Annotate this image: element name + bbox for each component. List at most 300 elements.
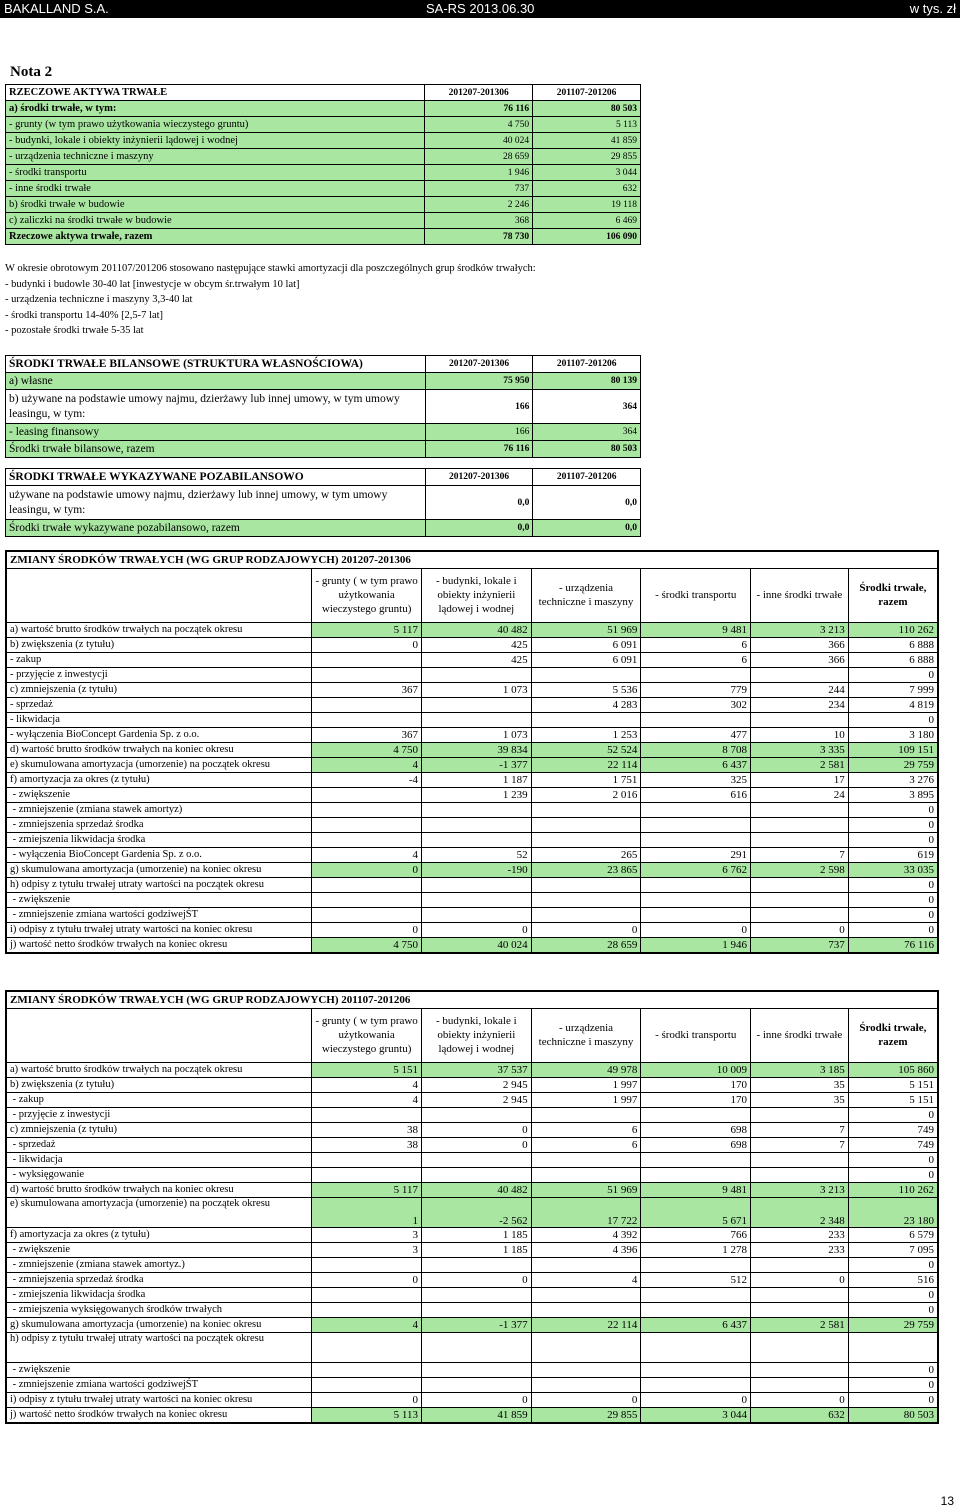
row-value: 17 722	[531, 1197, 641, 1227]
row-label: c) zaliczki na środki trwałe w budowie	[6, 213, 425, 229]
row-value: 35	[751, 1077, 849, 1092]
row-value: 1 997	[531, 1092, 641, 1107]
row-value: 749	[848, 1137, 938, 1152]
off-balance-assets-table	[5, 468, 641, 537]
row-value	[422, 1362, 532, 1377]
row-value: 40 024	[422, 937, 532, 953]
row-value: 2 348	[751, 1197, 849, 1227]
row-value: 4	[312, 847, 422, 862]
table-header-row	[6, 356, 641, 373]
row-value: 0	[312, 1272, 422, 1287]
row-label	[6, 486, 426, 520]
row-value	[641, 1287, 751, 1302]
row-label: - zakup	[6, 652, 312, 667]
row-value: 0	[312, 862, 422, 877]
row-value	[422, 1152, 532, 1167]
row-value: 6 762	[641, 862, 751, 877]
row-value: 234	[751, 697, 849, 712]
row-value	[751, 817, 849, 832]
row-value: 6	[531, 1122, 641, 1137]
row-value: 1 187	[422, 772, 532, 787]
row-value: 17	[751, 772, 849, 787]
row-value: 1 278	[641, 1242, 751, 1257]
row-value: 76 116	[425, 101, 533, 117]
table-row	[6, 817, 938, 832]
row-label: c) zmniejszenia (z tytułu)	[6, 1122, 312, 1137]
row-value: 28 659	[531, 937, 641, 953]
row-value	[531, 1167, 641, 1182]
row-value: 0	[848, 832, 938, 847]
row-value: 7 095	[848, 1242, 938, 1257]
row-label: j) wartość netto środków trwałych na koniec okresu	[6, 1407, 312, 1423]
row-value: 6 888	[848, 652, 938, 667]
row-label: - zmiejszenia likwidacja środka	[6, 832, 312, 847]
row-value: 0	[848, 1107, 938, 1122]
row-value: 0	[531, 922, 641, 937]
row-value	[531, 907, 641, 922]
row-value	[422, 1377, 532, 1392]
table-row	[6, 1377, 938, 1392]
row-value	[312, 652, 422, 667]
row-label: - urządzenia techniczne i maszyny	[6, 149, 425, 165]
row-label: e) skumulowana amortyzacja (umorzenie) na początek okresu	[6, 757, 312, 772]
column-header: 201107-201206	[533, 469, 641, 486]
row-value	[751, 667, 849, 682]
row-value: 0	[848, 802, 938, 817]
row-value: 698	[641, 1137, 751, 1152]
row-value: 6	[531, 1137, 641, 1152]
row-value: 33 035	[848, 862, 938, 877]
row-value	[751, 712, 849, 727]
row-value: 76 116	[425, 441, 533, 458]
row-value: 7	[751, 1137, 849, 1152]
row-label: - przyjęcie z inwestycji	[6, 1107, 312, 1122]
column-header: - urządzenia techniczne i maszyny	[531, 1008, 641, 1062]
row-value: 52	[422, 847, 532, 862]
row-value: 4 819	[848, 697, 938, 712]
column-header: Środki trwałe, razem	[848, 1008, 938, 1062]
row-label-line: leasingu, w tym:	[9, 407, 86, 420]
row-value: 3 335	[751, 742, 849, 757]
table-row	[6, 1407, 938, 1423]
table-row	[6, 165, 641, 181]
row-value: 367	[312, 727, 422, 742]
row-value: -2 562	[422, 1197, 532, 1227]
row-label: - zwiększenie	[6, 892, 312, 907]
row-label: - zmniejszenia sprzedaż środka	[6, 817, 312, 832]
row-value: 110 262	[848, 622, 938, 637]
row-value: 737	[425, 181, 533, 197]
row-label: - wyłączenia BioConcept Gardenia Sp. z o.o.	[6, 847, 312, 862]
row-label: - zmniejszenie zmiana wartości godziwejŚT	[6, 907, 312, 922]
table-row	[6, 229, 641, 245]
table-row	[6, 1362, 938, 1377]
row-value	[422, 1107, 532, 1122]
column-header: - inne środki trwałe	[751, 1008, 849, 1062]
table-title: ŚRODKI TRWAŁE WYKAZYWANE POZABILANSOWO	[6, 469, 426, 486]
row-value: 0	[848, 907, 938, 922]
row-value: 29 759	[848, 1317, 938, 1332]
row-label: g) skumulowana amortyzacja (umorzenie) na koniec okresu	[6, 862, 312, 877]
row-value: 3 044	[641, 1407, 751, 1423]
row-value: 4 750	[425, 117, 533, 133]
row-value: 0,0	[533, 486, 641, 520]
table-row	[6, 772, 938, 787]
row-value: 29 855	[533, 149, 641, 165]
row-value: 749	[848, 1122, 938, 1137]
table-row	[6, 637, 938, 652]
row-value: 0	[751, 1272, 849, 1287]
row-label-line: b) używane na podstawie umowy najmu, dzierżawy lub innej umowy, w tym umowy	[9, 392, 400, 405]
row-value: 6	[641, 637, 751, 652]
table-row	[6, 1122, 938, 1137]
changes-table-2012-2013	[5, 550, 939, 954]
page-number: 13	[940, 1494, 954, 1508]
row-value	[312, 802, 422, 817]
row-label: a) własne	[6, 373, 426, 390]
row-value: 291	[641, 847, 751, 862]
row-value: 3	[312, 1242, 422, 1257]
row-value: 1 185	[422, 1227, 532, 1242]
row-value: 516	[848, 1272, 938, 1287]
row-value: 302	[641, 697, 751, 712]
row-label: - grunty (w tym prawo użytkowania wieczystego gruntu)	[6, 117, 425, 133]
row-value: 367	[312, 682, 422, 697]
row-label: f) amortyzacja za okres (z tytułu)	[6, 1227, 312, 1242]
table-row	[6, 892, 938, 907]
row-value	[641, 667, 751, 682]
row-value: 619	[848, 847, 938, 862]
row-value: 4	[312, 1317, 422, 1332]
row-value	[312, 1152, 422, 1167]
row-value	[531, 892, 641, 907]
table-row	[6, 697, 938, 712]
table-row	[6, 667, 938, 682]
table-row	[6, 424, 641, 441]
row-label: - budynki, lokale i obiekty inżynierii lądowej i wodnej	[6, 133, 425, 149]
row-value: 0	[848, 1302, 938, 1317]
row-label: - inne środki trwałe	[6, 181, 425, 197]
empty-header-cell	[6, 568, 312, 622]
row-value: 40 482	[422, 622, 532, 637]
row-label: i) odpisy z tytułu trwałej utraty wartości na koniec okresu	[6, 1392, 312, 1407]
row-value	[751, 1362, 849, 1377]
row-label: Środki trwałe bilansowe, razem	[6, 441, 426, 458]
row-value: 325	[641, 772, 751, 787]
row-label: - wyksięgowanie	[6, 1167, 312, 1182]
table-row	[6, 101, 641, 117]
row-value: 39 834	[422, 742, 532, 757]
row-value	[422, 697, 532, 712]
table-row	[6, 213, 641, 229]
table-row	[6, 1137, 938, 1152]
row-value: 23 865	[531, 862, 641, 877]
row-value	[641, 907, 751, 922]
note-line: - środki transportu 14-40% [2,5-7 lat]	[5, 309, 164, 321]
row-value	[422, 712, 532, 727]
column-header: - środki transportu	[641, 568, 751, 622]
row-value	[531, 817, 641, 832]
table-title-row	[6, 991, 938, 1008]
row-value: 0	[751, 1392, 849, 1407]
table-row	[6, 486, 641, 520]
row-value: 0	[848, 1167, 938, 1182]
row-value: 368	[425, 213, 533, 229]
row-value	[751, 1152, 849, 1167]
row-value	[751, 877, 849, 892]
table-row	[6, 373, 641, 390]
row-value: 3 276	[848, 772, 938, 787]
row-value: 4 750	[312, 937, 422, 953]
row-value	[751, 1332, 849, 1362]
row-value	[751, 1167, 849, 1182]
table-row	[6, 1077, 938, 1092]
row-value: 6 579	[848, 1227, 938, 1242]
row-value	[312, 892, 422, 907]
row-value: 35	[751, 1092, 849, 1107]
row-value	[641, 1362, 751, 1377]
row-value: 51 969	[531, 1182, 641, 1197]
row-value	[312, 907, 422, 922]
row-label: d) wartość brutto środków trwałych na koniec okresu	[6, 742, 312, 757]
row-value: 0	[422, 922, 532, 937]
note-line: - pozostałe środki trwałe 5-35 lat	[5, 325, 144, 336]
row-value: 80 503	[533, 101, 641, 117]
row-value: 110 262	[848, 1182, 938, 1197]
row-value	[641, 817, 751, 832]
row-value	[312, 712, 422, 727]
row-value	[312, 832, 422, 847]
row-value: -190	[422, 862, 532, 877]
table-header-row	[6, 1008, 938, 1062]
row-value: 5 671	[641, 1197, 751, 1227]
table-row	[6, 1092, 938, 1107]
row-value	[751, 802, 849, 817]
row-value: 737	[751, 937, 849, 953]
row-value	[422, 1167, 532, 1182]
row-value	[422, 817, 532, 832]
row-value	[641, 832, 751, 847]
row-value: 0	[848, 877, 938, 892]
row-value: 0	[848, 1257, 938, 1272]
row-value	[312, 1332, 422, 1362]
row-value: 0	[422, 1122, 532, 1137]
row-label: b) zwiększenia (z tytułu)	[6, 1077, 312, 1092]
row-value: 6 437	[641, 1317, 751, 1332]
table-row	[6, 652, 938, 667]
table-row	[6, 757, 938, 772]
row-value: 0	[848, 1152, 938, 1167]
row-value: 9 481	[641, 622, 751, 637]
row-value: 49 978	[531, 1062, 641, 1077]
row-value	[312, 1167, 422, 1182]
table-row	[6, 1272, 938, 1287]
table-row	[6, 832, 938, 847]
row-value	[531, 1152, 641, 1167]
row-value: 28 659	[425, 149, 533, 165]
row-value	[531, 1257, 641, 1272]
row-value: 3 180	[848, 727, 938, 742]
row-value: 0	[422, 1392, 532, 1407]
column-header: - budynki, lokale i obiekty inżynierii lądowej i wodnej	[422, 568, 532, 622]
row-value	[531, 802, 641, 817]
row-value: 0	[422, 1137, 532, 1152]
row-value	[312, 667, 422, 682]
table-header-row	[6, 469, 641, 486]
column-header: 201207-201306	[425, 85, 533, 101]
row-label: - zwiększenie	[6, 1242, 312, 1257]
row-value: 1	[312, 1197, 422, 1227]
row-value: 632	[751, 1407, 849, 1423]
row-value: 698	[641, 1122, 751, 1137]
row-value: 105 860	[848, 1062, 938, 1077]
row-value: 166	[425, 390, 533, 424]
row-value	[751, 1107, 849, 1122]
row-value	[422, 802, 532, 817]
row-value: 3	[312, 1227, 422, 1242]
row-value: 1 946	[641, 937, 751, 953]
row-label: - zakup	[6, 1092, 312, 1107]
row-label: - zmiejszenia likwidacja środka	[6, 1287, 312, 1302]
row-value: 2 945	[422, 1077, 532, 1092]
row-value: 24	[751, 787, 849, 802]
table-title: ZMIANY ŚRODKÓW TRWAŁYCH (WG GRUP RODZAJOWYCH) 201107-201206	[6, 991, 938, 1008]
table-row	[6, 1317, 938, 1332]
row-value: 0	[848, 1362, 938, 1377]
table-row	[6, 117, 641, 133]
row-value: 233	[751, 1242, 849, 1257]
row-value: 0	[312, 922, 422, 937]
row-label: - zmniejszenie (zmiana stawek amortyz)	[6, 802, 312, 817]
row-value: 106 090	[533, 229, 641, 245]
fixed-assets-table	[5, 84, 641, 245]
row-value	[641, 892, 751, 907]
row-value	[531, 1332, 641, 1362]
row-label: - zmiejszenia wyksięgowanych środków trwałych	[6, 1302, 312, 1317]
row-value	[312, 1257, 422, 1272]
row-label: - zwiększenie	[6, 787, 312, 802]
row-label: Środki trwałe wykazywane pozabilansowo, razem	[6, 520, 426, 537]
row-value	[531, 1302, 641, 1317]
row-value: 5 151	[312, 1062, 422, 1077]
row-label: - wyłączenia BioConcept Gardenia Sp. z o.o.	[6, 727, 312, 742]
column-header: - grunty ( w tym prawo użytkowania wieczystego gruntu)	[312, 1008, 422, 1062]
row-label: Rzeczowe aktywa trwałe, razem	[6, 229, 425, 245]
row-value: 2 581	[751, 757, 849, 772]
row-value: 5 151	[848, 1077, 938, 1092]
row-value	[531, 1107, 641, 1122]
row-value	[312, 1302, 422, 1317]
row-value: 1 997	[531, 1077, 641, 1092]
row-value: 1 751	[531, 772, 641, 787]
table-row	[6, 712, 938, 727]
row-label: - leasing finansowy	[6, 424, 426, 441]
row-value: 366	[751, 652, 849, 667]
row-value: 5 113	[312, 1407, 422, 1423]
row-value: 22 114	[531, 757, 641, 772]
row-value	[531, 667, 641, 682]
page-header	[0, 0, 960, 18]
row-value: 5 536	[531, 682, 641, 697]
row-value: 6 469	[533, 213, 641, 229]
table-row	[6, 1257, 938, 1272]
row-label: a) środki trwałe, w tym:	[6, 101, 425, 117]
row-value: 1 946	[425, 165, 533, 181]
row-value: 170	[641, 1092, 751, 1107]
row-value: 2 246	[425, 197, 533, 213]
row-value	[531, 1287, 641, 1302]
row-value: 1 073	[422, 727, 532, 742]
column-header: 201107-201206	[533, 356, 641, 373]
row-value: 10	[751, 727, 849, 742]
row-value	[641, 712, 751, 727]
row-value: 4 396	[531, 1242, 641, 1257]
row-value	[641, 802, 751, 817]
row-value: 0,0	[425, 520, 533, 537]
row-label: - przyjęcie z inwestycji	[6, 667, 312, 682]
note-line: - urządzenia techniczne i maszyny 3,3-40 lat	[5, 294, 193, 305]
row-value: 425	[422, 637, 532, 652]
table-row	[6, 922, 938, 937]
table-title: RZECZOWE AKTYWA TRWAŁE	[6, 85, 425, 101]
row-value: 1 073	[422, 682, 532, 697]
row-value: 109 151	[848, 742, 938, 757]
row-value: 632	[533, 181, 641, 197]
row-value	[422, 1287, 532, 1302]
row-value	[312, 1287, 422, 1302]
row-value: 766	[641, 1227, 751, 1242]
row-value	[422, 667, 532, 682]
row-value: 37 537	[422, 1062, 532, 1077]
note-line: - budynki i budowle 30-40 lat [inwestycje w obcym śr.trwałym 10 lat]	[5, 278, 300, 290]
row-value	[312, 817, 422, 832]
row-value: 170	[641, 1077, 751, 1092]
row-value: 0,0	[425, 486, 533, 520]
row-value: 5 151	[848, 1092, 938, 1107]
row-value	[531, 712, 641, 727]
row-value: 22 114	[531, 1317, 641, 1332]
table-row	[6, 520, 641, 537]
row-value: 366	[751, 637, 849, 652]
row-value	[422, 1332, 532, 1362]
row-value: -4	[312, 772, 422, 787]
row-value	[422, 877, 532, 892]
row-value	[312, 697, 422, 712]
table-row	[6, 1062, 938, 1077]
row-value: 512	[641, 1272, 751, 1287]
row-value: 1 239	[422, 787, 532, 802]
row-value: 6 091	[531, 652, 641, 667]
row-value	[641, 1332, 751, 1362]
row-value	[312, 787, 422, 802]
row-value: 265	[531, 847, 641, 862]
table-header-row	[6, 568, 938, 622]
row-value: 29 759	[848, 757, 938, 772]
table-row	[6, 1107, 938, 1122]
row-value: 80 503	[533, 441, 641, 458]
row-value: 5 117	[312, 622, 422, 637]
table-row	[6, 1332, 938, 1362]
column-header: 201207-201306	[425, 356, 533, 373]
row-label: a) wartość brutto środków trwałych na początek okresu	[6, 1062, 312, 1077]
row-value: 4	[312, 1092, 422, 1107]
row-value: 5 113	[533, 117, 641, 133]
row-value: 6 091	[531, 637, 641, 652]
table-row	[6, 1392, 938, 1407]
row-value: 23 180	[848, 1197, 938, 1227]
row-value: 4 750	[312, 742, 422, 757]
row-value	[312, 1377, 422, 1392]
